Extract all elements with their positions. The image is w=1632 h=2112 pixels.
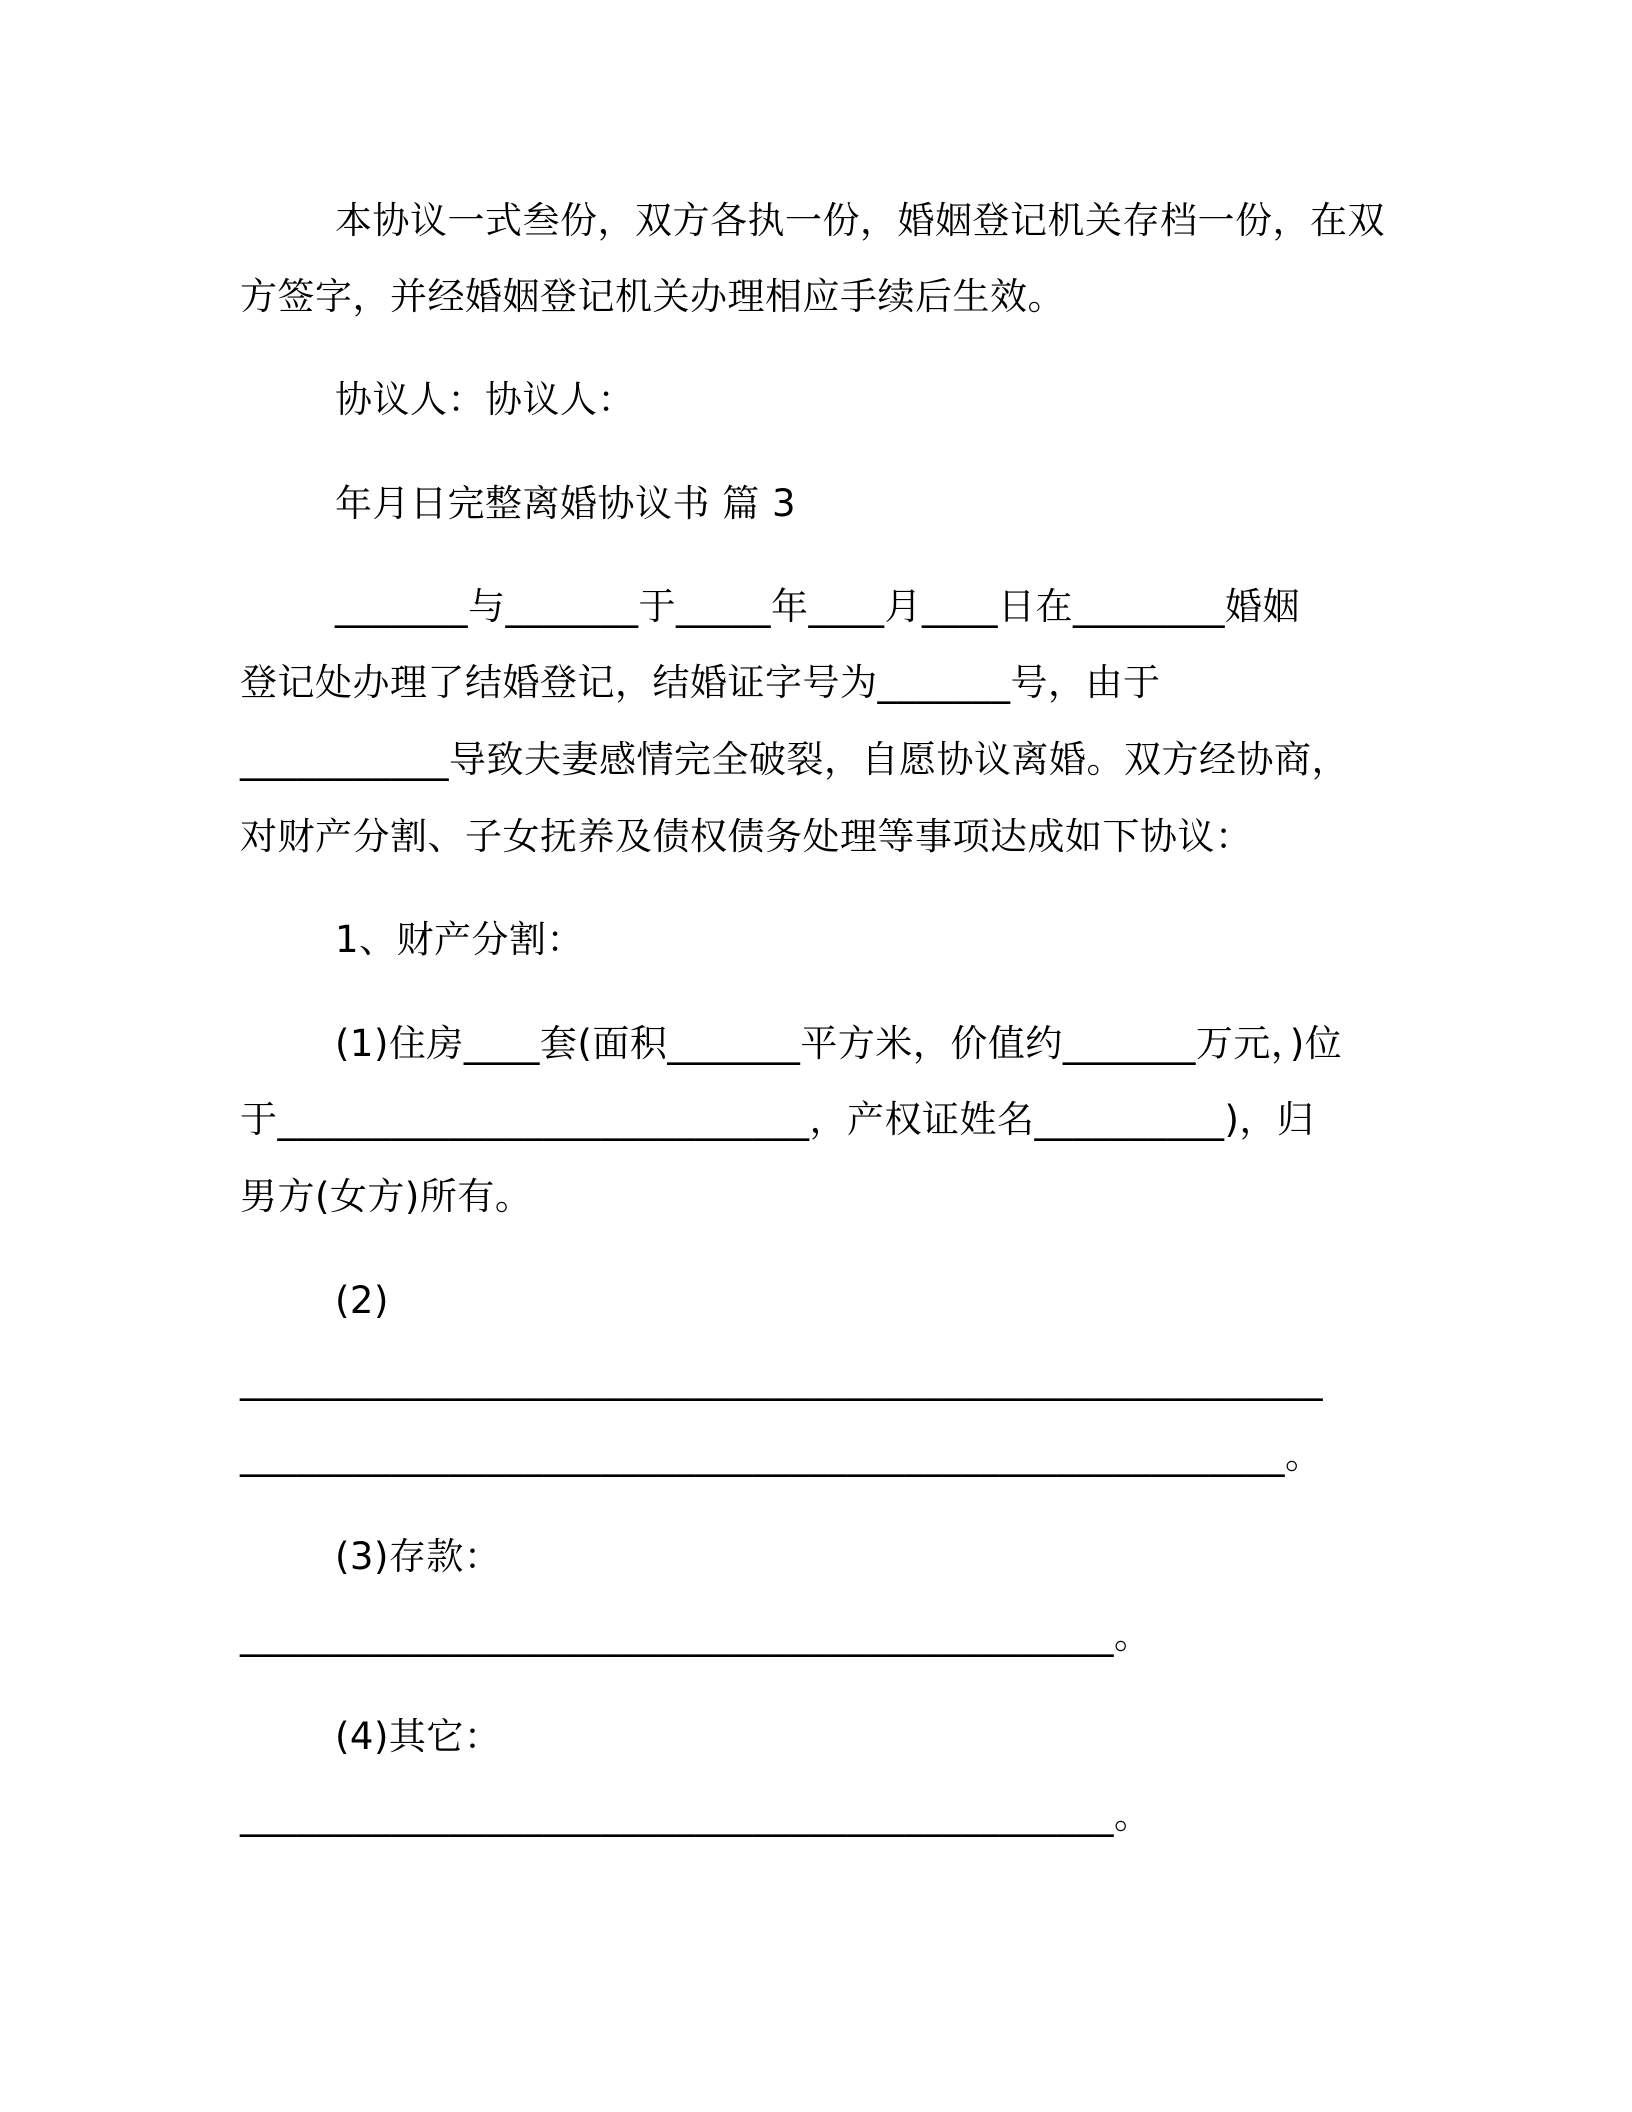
- item-heading-property: 1、财产分割：: [335, 918, 585, 961]
- item-3-savings-label: (3)存款：: [335, 1535, 502, 1578]
- item-housing-line-3: 男方(女方)所有。: [240, 1175, 533, 1218]
- item-3-blank-line: ______________________________________________。: [240, 1614, 1152, 1657]
- paragraph-line-4: 登记处办理了结婚登记，结婚证字号为_______号，由于: [240, 661, 1161, 704]
- paragraph-line-6: 对财产分割、子女抚养及债权债务处理等事项达成如下协议：: [240, 815, 1253, 858]
- item-housing-line-2: 于____________________________，产权证姓名__________)，归: [240, 1098, 1315, 1141]
- item-2-blank-line-1: _________________________________________________________: [240, 1358, 1323, 1401]
- item-4-other-label: (4)其它：: [335, 1715, 502, 1758]
- item-4-blank-line: ______________________________________________。: [240, 1794, 1152, 1837]
- paragraph-line-1: 本协议一式叁份，双方各执一份，婚姻登记机关存档一份，在双: [335, 199, 1385, 242]
- paragraph-line-2: 方签字，并经婚姻登记机关办理相应手续后生效。: [240, 275, 1065, 318]
- item-housing-line-1: (1)住房____套(面积_______平方米，价值约_______万元，)位: [335, 1022, 1343, 1065]
- item-2-blank-line-2: _______________________________________________________。: [240, 1434, 1323, 1477]
- signatory-line: 协议人：协议人：: [335, 378, 635, 421]
- section-heading: 年月日完整离婚协议书 篇 3: [335, 482, 797, 525]
- paragraph-line-5: ___________导致夫妻感情完全破裂，自愿协议离婚。双方经协商，: [240, 738, 1349, 781]
- item-2-label: (2): [335, 1279, 389, 1322]
- paragraph-line-3: _______与_______于_____年____月____日在________婚姻: [335, 585, 1300, 628]
